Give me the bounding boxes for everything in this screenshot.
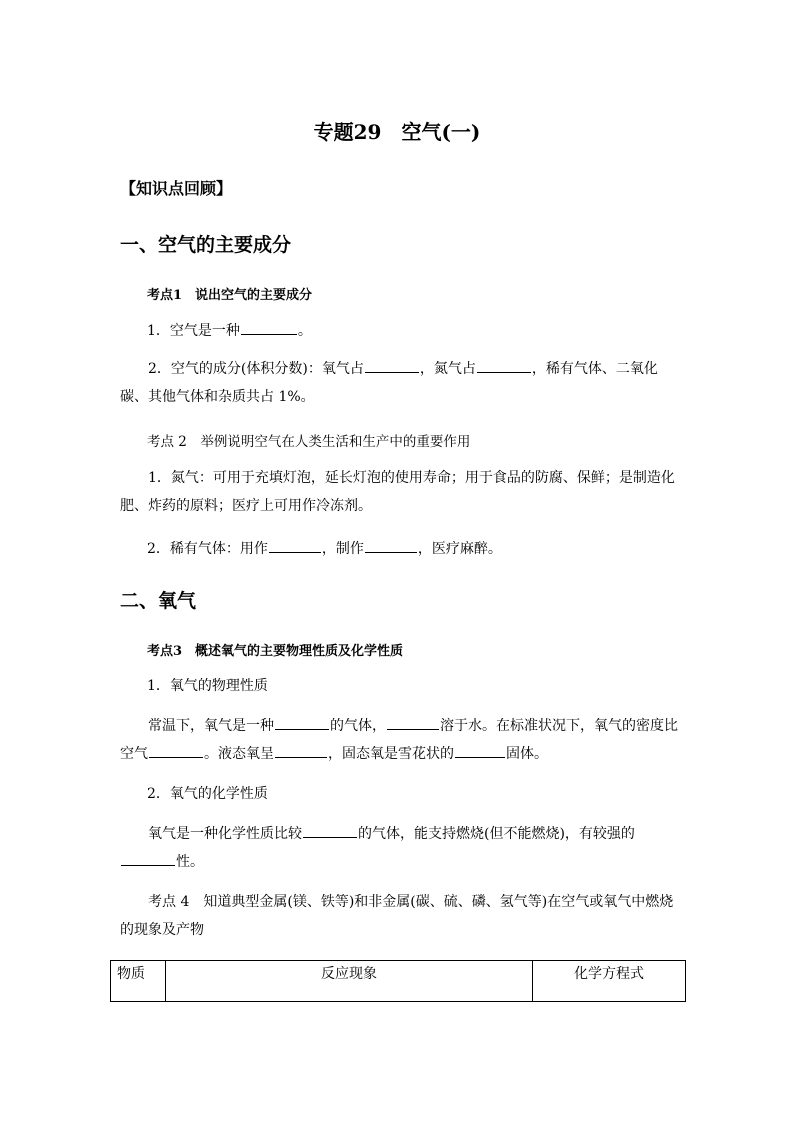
review-header: 【知识点回顾】 (120, 179, 233, 198)
item-text: 2．空气的成分(体积分数)：氧气占 (148, 361, 364, 377)
section-heading-air-composition: 一、空气的主要成分 (120, 234, 292, 256)
section-heading-oxygen: 二、氧气 (120, 590, 197, 612)
reaction-table (110, 960, 686, 1002)
point2-item1 (120, 464, 680, 520)
fill-blank (455, 743, 505, 758)
fill-blank (365, 538, 417, 553)
fill-blank (365, 358, 419, 373)
item-text: 2．稀有气体：用作 (147, 541, 268, 557)
header-substance: 物质 (111, 961, 166, 1002)
header-phenomenon: 反应现象 (166, 961, 533, 1002)
fill-blank (269, 538, 321, 553)
item-text: 1．氮气：可用于充填灯泡，延长灯泡的使用寿命；用于食品的防腐、保鲜；是制造化肥、炸药的原料；医疗上可用作冷冻剂。 (120, 470, 675, 514)
point2-item2 (147, 538, 502, 559)
item-text: ，医疗麻醉。 (417, 541, 502, 557)
item-text: 考点 4 知道典型金属(镁、铁等)和非金属(碳、硫、磷、氢气等)在空气或氧气中燃烧的现象及产物 (120, 894, 674, 938)
item-text: 常温下，氧气是一种 (148, 718, 274, 734)
fill-blank (275, 715, 329, 730)
item-text: 的气体， (330, 718, 386, 734)
item-text: ，稀有气体、二氧化碳、其他气体和杂质共占 1%。 (120, 361, 658, 405)
fill-blank (241, 320, 297, 335)
physical-properties-text (120, 712, 680, 768)
table-header-row (111, 961, 686, 1002)
point1-item2 (120, 355, 680, 411)
item-text: 氧气是一种化学性质比较 (148, 826, 302, 842)
item-text: 溶于水。在标准状况下，氧气的密度比空气 (120, 718, 678, 762)
point1-item1 (147, 320, 312, 341)
item-text: 。液态氧呈 (204, 746, 274, 762)
fill-blank (387, 715, 439, 730)
chemical-properties-text (120, 820, 680, 876)
point3-title: 考点3 概述氧气的主要物理性质及化学性质 (147, 644, 404, 659)
fill-blank (275, 743, 327, 758)
point1-title: 考点1 说出空气的主要成分 (147, 288, 313, 303)
item-text: ，氮气占 (419, 361, 476, 377)
item-text: 性。 (176, 854, 204, 870)
fill-blank (303, 823, 357, 838)
item-text: 。 (297, 323, 312, 339)
point4-title (120, 888, 680, 944)
physical-properties-title: 1．氧气的物理性质 (147, 678, 268, 694)
page-title: 专题29 空气(一) (313, 120, 481, 144)
chemical-properties-title: 2．氧气的化学性质 (147, 786, 268, 802)
fill-blank (149, 743, 203, 758)
item-text: 的气体，能支持燃烧(但不能燃烧)，有较强的 (358, 826, 635, 842)
item-text: 固体。 (506, 746, 548, 762)
item-text: ，固态氧是雪花状的 (328, 746, 454, 762)
header-equation: 化学方程式 (533, 961, 686, 1002)
item-text: ，制作 (321, 541, 364, 557)
fill-blank (121, 851, 175, 866)
item-text: 1．空气是一种 (147, 323, 240, 339)
fill-blank (477, 358, 531, 373)
point2-title: 考点 2 举例说明空气在人类生活和生产中的重要作用 (147, 434, 471, 450)
